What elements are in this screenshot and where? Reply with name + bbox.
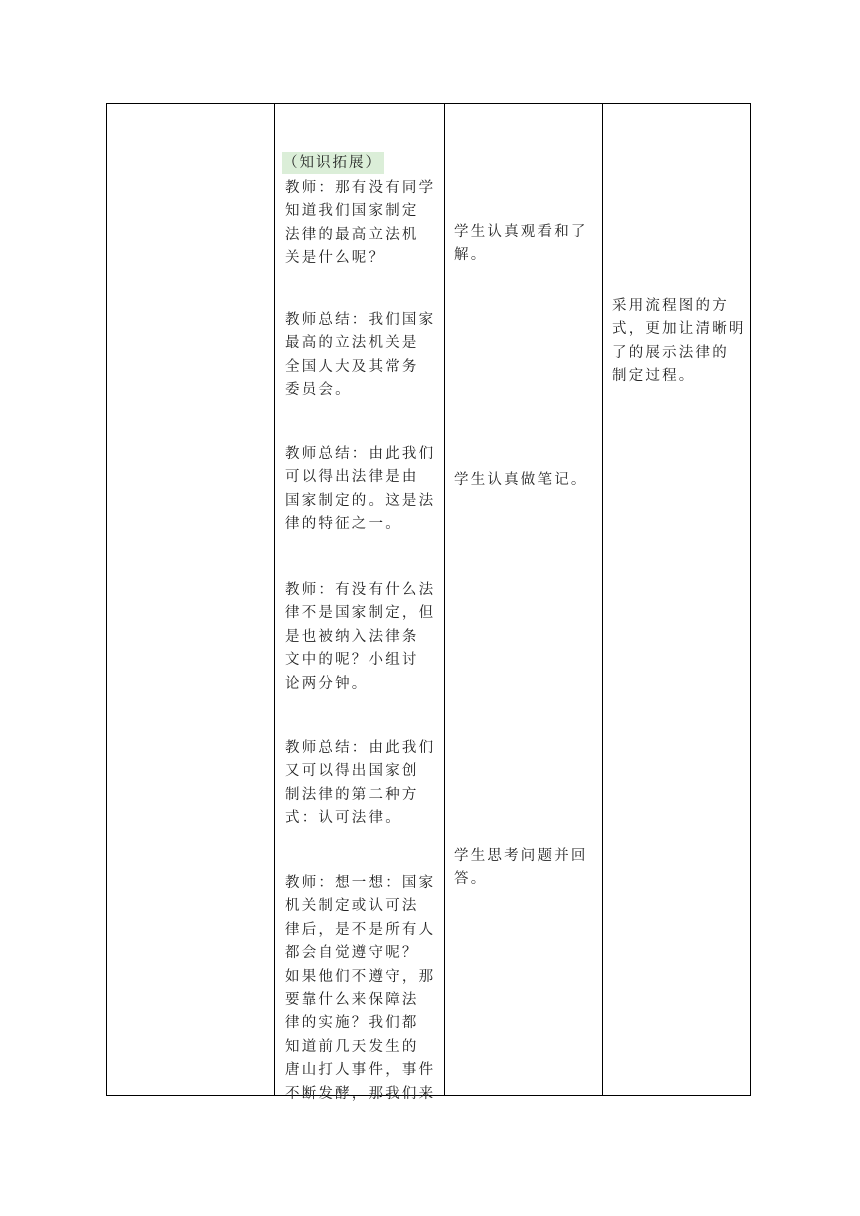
teacher-summary-state-made: 教师总结：由此我们 可以得出法律是由 国家制定的。这是法 律的特征之一。 [285, 446, 436, 533]
student-activity-watch: 学生认真观看和了 解。 [454, 224, 588, 264]
teacher-question-legislature: 教师：那有没有同学 知道我们国家制定 法律的最高立法机 关是什么呢？ [285, 180, 436, 267]
column-divider-2 [444, 104, 445, 1095]
column-divider-3 [602, 104, 603, 1095]
lesson-plan-table [106, 103, 751, 1102]
teacher-question-group-discussion: 教师：有没有什么法 律不是国家制定，但 是也被纳入法律条 文中的呢？小组讨 论两分钟。 [285, 582, 436, 692]
teacher-summary-legislature: 教师总结：我们国家 最高的立法机关是 全国人大及其常务 委员会。 [285, 312, 436, 399]
teacher-summary-recognition: 教师总结：由此我们 又可以得出国家创 制法律的第二种方 式：认可法律。 [285, 740, 436, 827]
design-intent-flowchart: 采用流程图的方 式，更加让清晰明 了的展示法律的 制定过程。 [612, 298, 746, 385]
student-activity-notes: 学生认真做笔记。 [454, 472, 588, 488]
column-divider-1 [274, 104, 275, 1095]
teacher-question-enforcement: 教师：想一想：国家 机关制定或认可法 律后，是不是所有人 都会自觉遵守呢？ 如果他们不遵守，那 要靠什么来保障法 律的实施？我们都 知道前几天发生的 唐山打人事件，事件 不断发酵，那我们来 [285, 875, 436, 1102]
knowledge-extension-label: （知识拓展） [282, 152, 384, 174]
student-activity-answer: 学生思考问题并回 答。 [454, 848, 588, 888]
